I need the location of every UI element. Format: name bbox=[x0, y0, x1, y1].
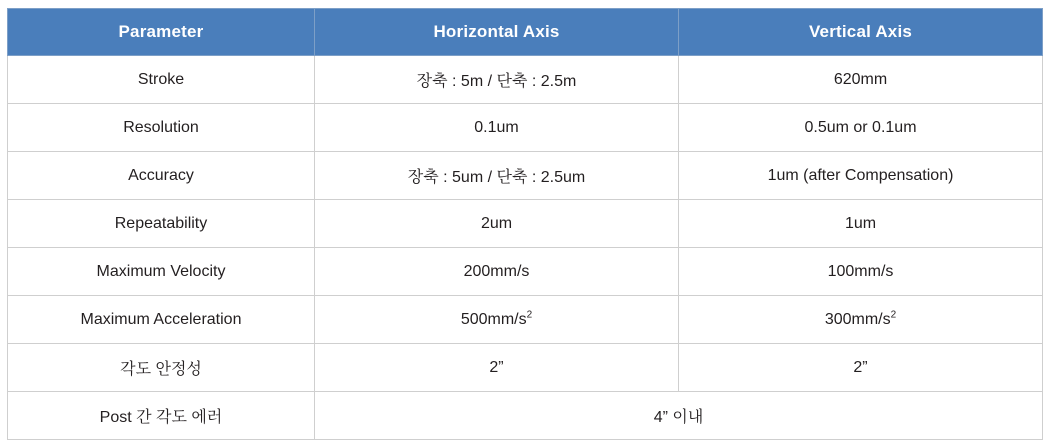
value-text: 500mm/s bbox=[460, 310, 527, 328]
cell-parameter: Post 간 각도 에러 bbox=[8, 392, 315, 440]
cell-vertical: 1um bbox=[679, 200, 1043, 248]
cell-merged-value: 4” 이내 bbox=[315, 392, 1043, 440]
table-row bbox=[8, 200, 1043, 248]
cell-horizontal: 0.1um bbox=[315, 104, 679, 152]
table-body bbox=[8, 56, 1043, 440]
spec-table-container bbox=[0, 8, 1049, 444]
cell-vertical: 0.5um or 0.1um bbox=[679, 104, 1043, 152]
table-row bbox=[8, 152, 1043, 200]
cell-vertical: 2” bbox=[679, 344, 1043, 392]
table-header bbox=[8, 9, 1043, 56]
cell-horizontal: 2” bbox=[315, 344, 679, 392]
cell-horizontal bbox=[315, 296, 679, 344]
specification-table bbox=[7, 8, 1043, 440]
cell-parameter: Resolution bbox=[8, 104, 315, 152]
cell-vertical: 100mm/s bbox=[679, 248, 1043, 296]
cell-parameter: Maximum Acceleration bbox=[8, 296, 315, 344]
table-header-row bbox=[8, 9, 1043, 56]
table-row bbox=[8, 56, 1043, 104]
table-row bbox=[8, 104, 1043, 152]
cell-parameter: Repeatability bbox=[8, 200, 315, 248]
table-row bbox=[8, 392, 1043, 440]
cell-vertical: 620mm bbox=[679, 56, 1043, 104]
column-header-horizontal-axis: Horizontal Axis bbox=[315, 9, 679, 56]
value-superscript: 2 bbox=[890, 309, 897, 321]
value-text: 300mm/s bbox=[824, 310, 891, 328]
cell-parameter: Accuracy bbox=[8, 152, 315, 200]
cell-parameter: Maximum Velocity bbox=[8, 248, 315, 296]
table-row bbox=[8, 344, 1043, 392]
column-header-vertical-axis: Vertical Axis bbox=[679, 9, 1043, 56]
cell-vertical bbox=[679, 296, 1043, 344]
cell-horizontal: 장축 : 5um / 단축 : 2.5um bbox=[315, 152, 679, 200]
value-superscript: 2 bbox=[526, 309, 533, 321]
cell-parameter: 각도 안정성 bbox=[8, 344, 315, 392]
cell-horizontal: 2um bbox=[315, 200, 679, 248]
table-row bbox=[8, 248, 1043, 296]
cell-horizontal: 200mm/s bbox=[315, 248, 679, 296]
table-row bbox=[8, 296, 1043, 344]
cell-horizontal: 장축 : 5m / 단축 : 2.5m bbox=[315, 56, 679, 104]
cell-vertical: 1um (after Compensation) bbox=[679, 152, 1043, 200]
column-header-parameter: Parameter bbox=[8, 9, 315, 56]
cell-parameter: Stroke bbox=[8, 56, 315, 104]
